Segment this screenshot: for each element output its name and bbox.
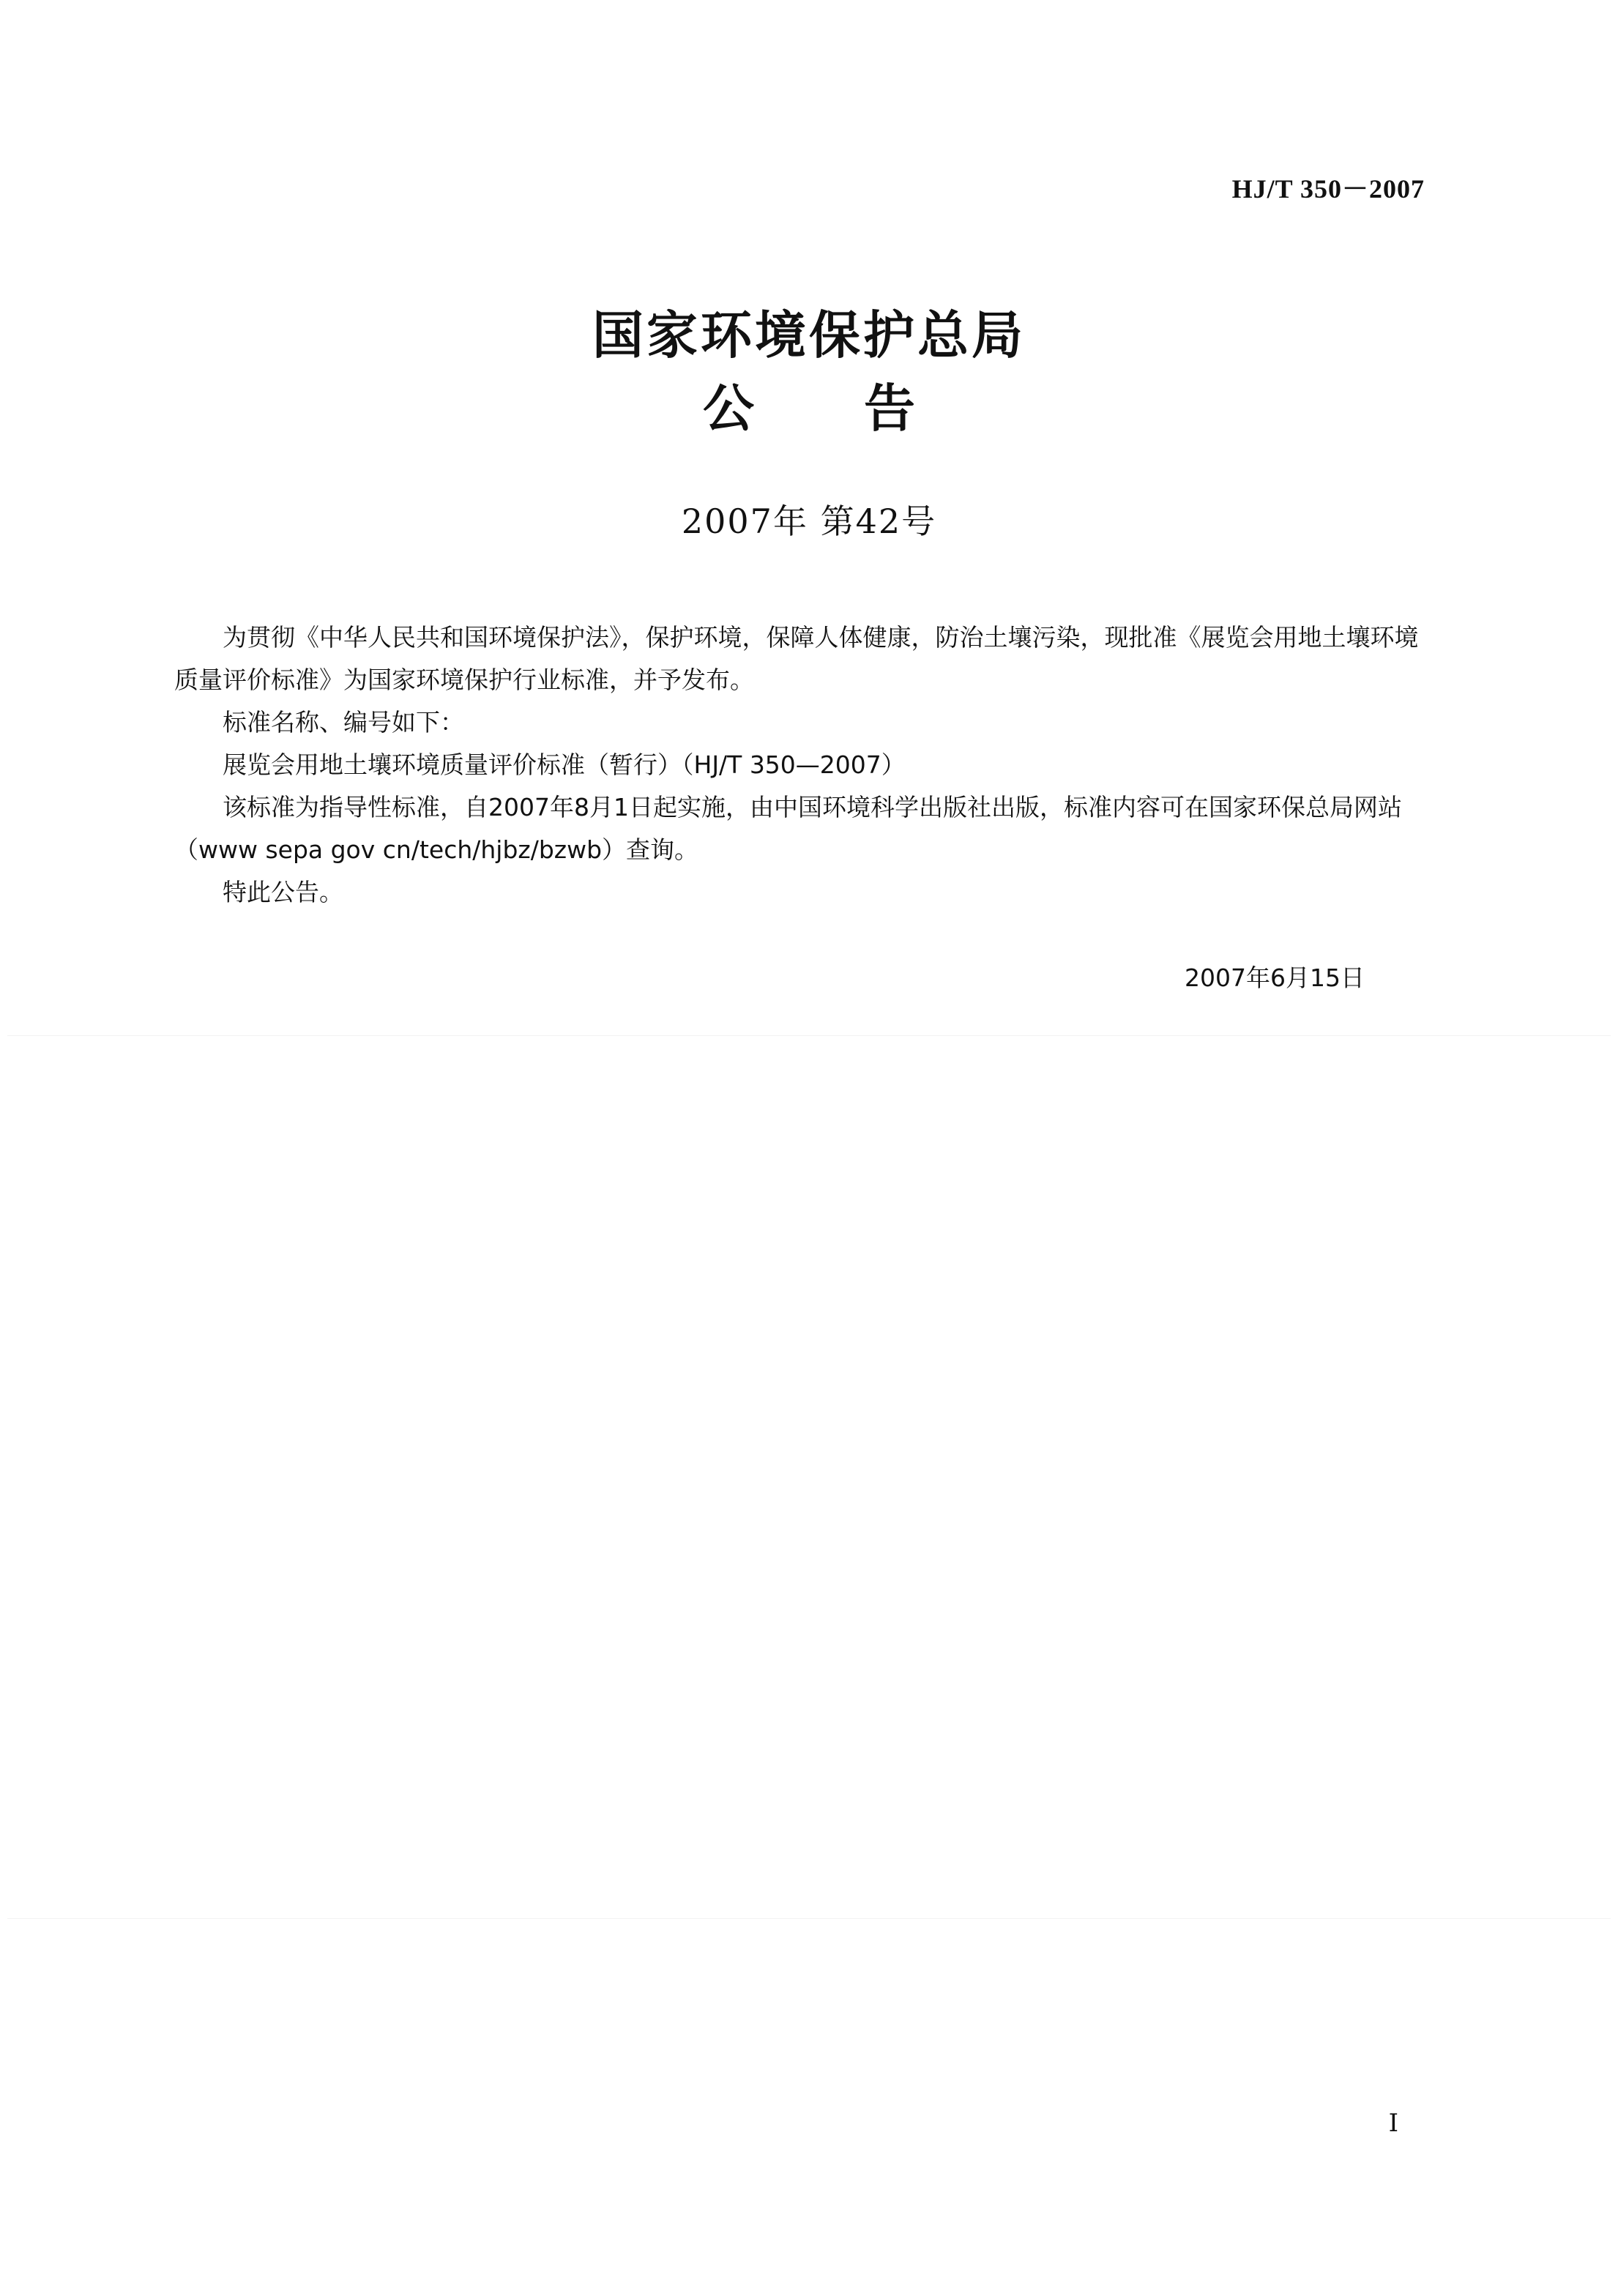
body-paragraph-3: 展览会用地土壤环境质量评价标准（暂行）（HJ/T 350—2007）: [223, 750, 906, 779]
scan-divider: [7, 1918, 1611, 1919]
issue-number: 2007年 第42号: [681, 502, 937, 541]
issue-date: 2007年6月15日: [1185, 963, 1365, 992]
page-number: Ⅰ: [1388, 2110, 1398, 2137]
scan-divider: [7, 1035, 1611, 1036]
body-paragraph-2: 标准名称、编号如下：: [223, 708, 464, 737]
agency-title: 国家环境保护总局: [592, 305, 1026, 365]
notice-body: [174, 616, 1431, 914]
body-paragraph-5: 特此公告。: [223, 878, 343, 906]
standard-code: HJ/T 350－2007: [1231, 174, 1425, 204]
title-block: [0, 299, 1618, 445]
notice-title: 公告: [703, 379, 1025, 439]
body-paragraph-4: 该标准为指导性标准，自2007年8月1日起实施，由中国环境科学出版社出版，标准内容可在国家环保总局网站（www sepa gov cn/tech/hjbz/bzwb）查询。: [174, 793, 1402, 864]
body-paragraph-1: 为贯彻《中华人民共和国环境保护法》，保护环境，保障人体健康，防治土壤污染，现批准《展览会用地土壤环境质量评价标准》为国家环境保护行业标准，并予发布。: [174, 623, 1419, 694]
